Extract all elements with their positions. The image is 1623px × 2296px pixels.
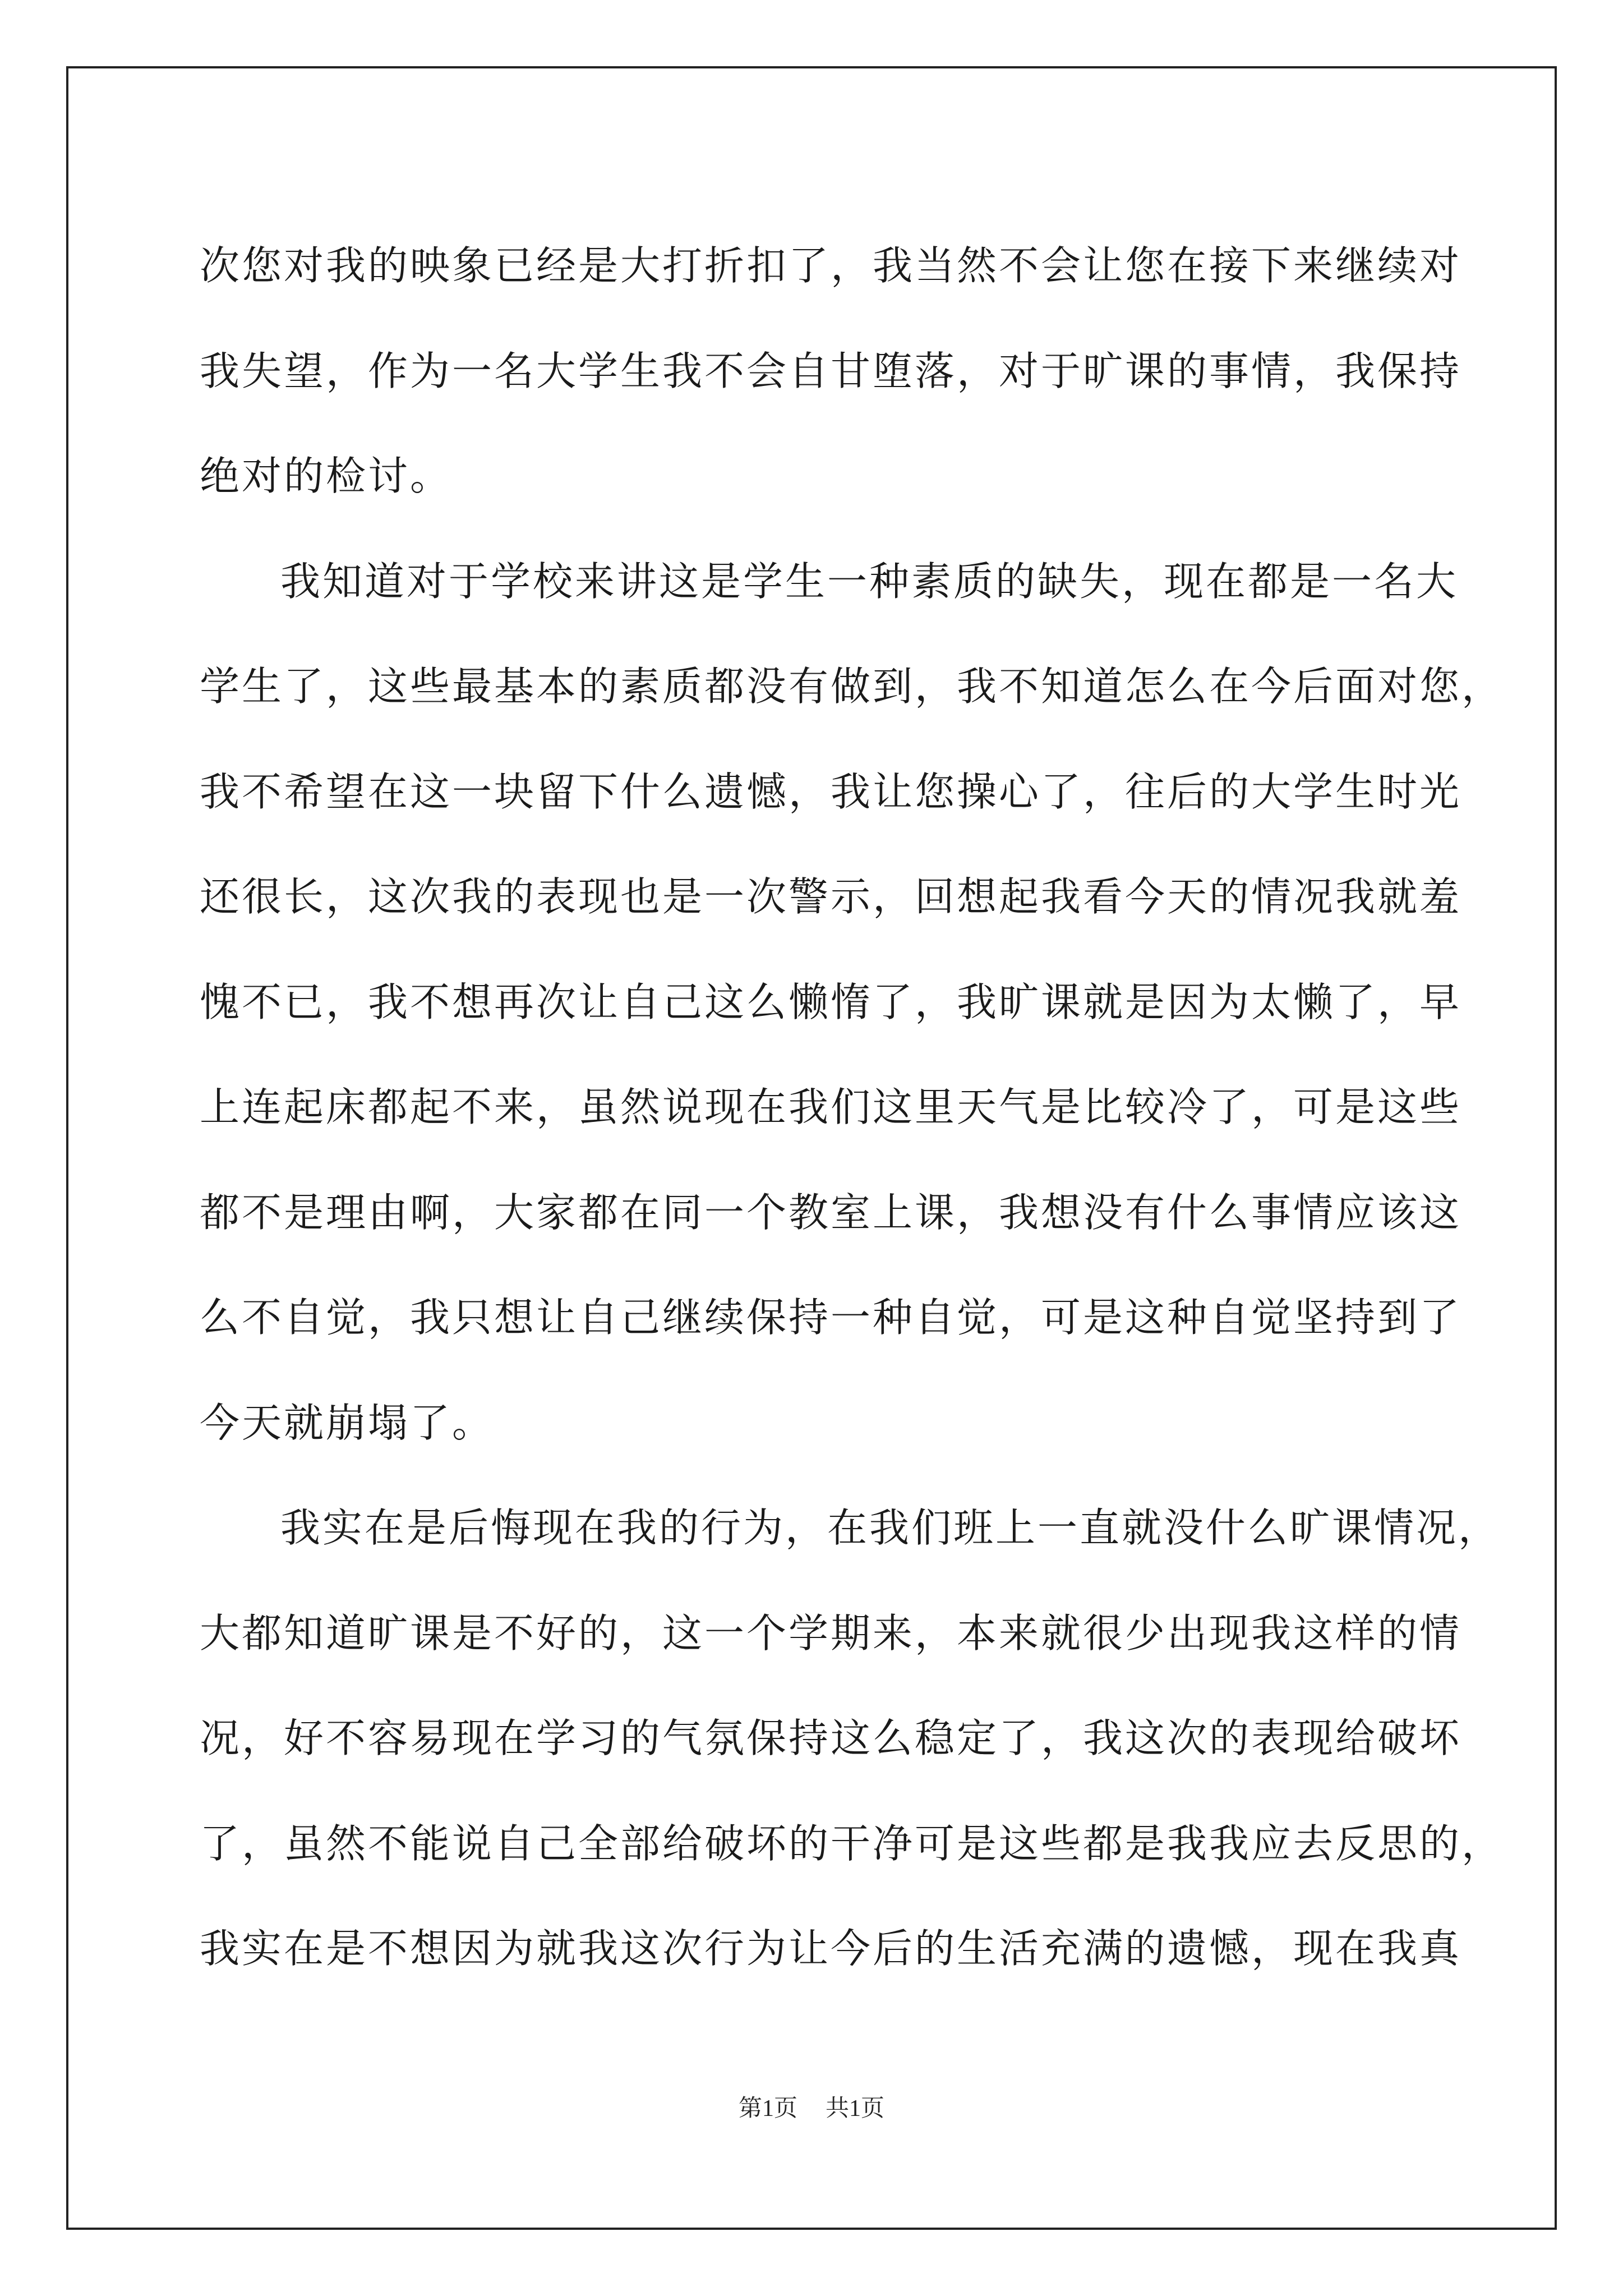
text-line: 今天就崩塌了。 — [200, 1399, 495, 1446]
paragraph-start-line: 我知道对于学校来讲这是学生一种素质的缺失，现在都是一名大 — [280, 558, 1459, 605]
text-line: 况，好不容易现在学习的气氛保持这么稳定了，我这次的表现给破坏 — [200, 1715, 1462, 1761]
text-line: 上连起床都起不来，虽然说现在我们这里天气是比较冷了，可是这些 — [200, 1084, 1462, 1130]
text-line: 大都知道旷课是不好的，这一个学期来，本来就很少出现我这样的情 — [200, 1609, 1462, 1657]
text-line: 还很长，这次我的表现也是一次警示，回想起我看今天的情况我就羞 — [200, 873, 1462, 920]
text-line: 绝对的检讨。 — [200, 453, 453, 499]
document-body — [200, 213, 1504, 2001]
text-line: 么不自觉，我只想让自己继续保持一种自觉，可是这种自觉坚持到了 — [200, 1294, 1462, 1341]
text-line: 愧不已，我不想再次让自己这么懒惰了，我旷课就是因为太懒了，早 — [200, 978, 1462, 1025]
paragraph-start-line: 我实在是后悔现在我的行为，在我们班上一直就没什么旷课情况， — [280, 1504, 1501, 1551]
text-line: 都不是理由啊，大家都在同一个教室上课，我想没有什么事情应该这 — [200, 1189, 1462, 1236]
text-line: 次您对我的映象已经是大打折扣了，我当然不会让您在接下来继续对 — [200, 242, 1462, 289]
text-line: 了，虽然不能说自己全部给破坏的干净可是这些都是我我应去反思的， — [200, 1820, 1504, 1867]
current-page-label: 第1页 — [738, 2096, 797, 2122]
page-footer — [0, 2090, 1623, 2123]
total-pages-label: 共1页 — [826, 2096, 885, 2122]
text-line: 我实在是不想因为就我这次行为让今后的生活充满的遗憾，现在我真 — [200, 1925, 1462, 1972]
text-line: 我失望，作为一名大学生我不会自甘堕落，对于旷课的事情，我保持 — [200, 347, 1462, 394]
text-line: 学生了，这些最基本的素质都没有做到，我不知道怎么在今后面对您， — [200, 663, 1504, 710]
text-line: 我不希望在这一块留下什么遗憾，我让您操心了，往后的大学生时光 — [200, 768, 1462, 815]
